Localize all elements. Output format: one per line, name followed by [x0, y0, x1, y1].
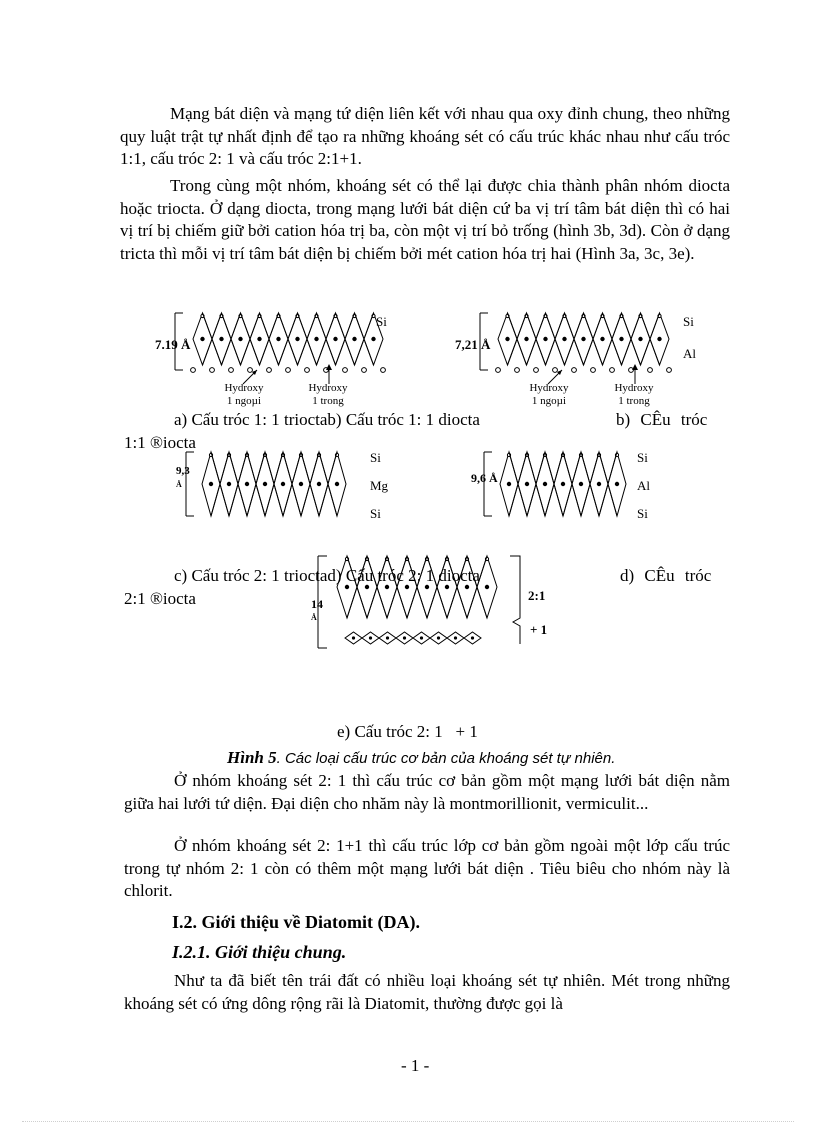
subsection-heading: I.2.1. Giới thiệu chung.: [172, 942, 347, 962]
figure-a-hydroxy-outer: Hydroxy 1 ngoµi: [224, 382, 264, 407]
lattice-cation-dot: [314, 337, 318, 341]
lattice-cation-dot: [299, 482, 303, 486]
lattice-cation-dot: [317, 482, 321, 486]
caption-d-right: d) CÊu tróc: [620, 566, 712, 585]
paragraph-3: Ở nhóm khoáng sét 2: 1 thì cấu trúc cơ bản gồm một mạng lưới bát diện nằm giữa hai lưới tứ diện. Đại diện cho nhăm này là montmorillionit, vermiculit...: [124, 771, 730, 813]
figure-caption: [227, 748, 615, 768]
lattice-cation-dot: [657, 337, 661, 341]
caption-cd: c) Cấu tróc 2: 1 trioctad) Cấu tróc 2: 1 diocta: [174, 566, 480, 585]
lattice-hydroxyl-dot: [667, 368, 672, 373]
lattice-cation-dot: [200, 337, 204, 341]
lattice-hydroxyl-dot: [496, 368, 501, 373]
lattice-cation-dot: [597, 482, 601, 486]
figure-a-arrow-outer: [243, 366, 273, 386]
figure-c-lattice: [180, 448, 350, 520]
brucite-cation-dot: [352, 636, 355, 639]
figure-a-arrow-inner: [321, 364, 341, 386]
brucite-cation-dot: [420, 636, 423, 639]
page-number: - 1 -: [401, 1056, 430, 1075]
lattice-hydroxyl-dot: [610, 368, 615, 373]
figure-c-si-top-label: Si: [370, 450, 381, 465]
page-bottom-border: [22, 1121, 794, 1122]
lattice-hydroxyl-dot: [648, 368, 653, 373]
section-heading: I.2. Giới thiệu về Diatomit (DA).: [172, 912, 420, 932]
figure-b-dimension: 7,21 Å: [455, 337, 491, 352]
lattice-cation-dot: [227, 482, 231, 486]
figure-b-arrow-inner: [627, 364, 647, 386]
lattice-cation-dot: [257, 337, 261, 341]
caption-d-continuation: 2:1 ®iocta: [124, 589, 196, 608]
lattice-hydroxyl-dot: [534, 368, 539, 373]
figure-c-si-bottom-label: Si: [370, 506, 381, 521]
lattice-hydroxyl-dot: [229, 368, 234, 373]
lattice-cation-dot: [335, 482, 339, 486]
caption-e: e) Cấu tróc 2: 1 + 1: [337, 722, 478, 741]
lattice-hydroxyl-dot: [286, 368, 291, 373]
figure-caption-text: . Các loại cấu trúc cơ bản của khoáng sét tự nhiên.: [276, 750, 616, 767]
figure-a-si-label: Si: [376, 314, 387, 329]
lattice-cation-dot: [638, 337, 642, 341]
paragraph-2: Trong cùng một nhóm, khoáng sét có thể lại được chia thành phân nhóm diocta hoặc triocta. Ở dạng diocta, trong mạng lưới bát diện cứ ba vị trí tâm bát diện thì có hai vị trí bị chiếm giữ bởi cation hóa trị ba, còn một vị trí bỏ trống (hình 3b, 3d). Còn ở dạng tricta thì mỗi vị trí tâm bát diện bị chiếm bởi mét cation hóa trị hai (Hình 3a, 3c, 3e).: [120, 176, 730, 263]
lattice-cation-dot: [219, 337, 223, 341]
figure-d-si-bottom-label: Si: [637, 506, 648, 521]
lattice-cation-dot: [281, 482, 285, 486]
lattice-cation-dot: [245, 482, 249, 486]
lattice-cation-dot: [333, 337, 337, 341]
brucite-cation-dot: [437, 636, 440, 639]
lattice-hydroxyl-dot: [210, 368, 215, 373]
lattice-cation-dot: [543, 482, 547, 486]
brucite-cation-dot: [386, 636, 389, 639]
lattice-cation-dot: [295, 337, 299, 341]
lattice-cation-dot: [263, 482, 267, 486]
figure-b-al-label: Al: [683, 346, 696, 361]
figure-a-hydroxy-inner: Hydroxy 1 trong: [308, 382, 348, 407]
figure-c-dimension: 9,3 Å: [176, 465, 190, 489]
lattice-cation-dot: [507, 482, 511, 486]
lattice-hydroxyl-dot: [591, 368, 596, 373]
brucite-cation-dot: [454, 636, 457, 639]
caption-b-continuation: 1:1 ®iocta: [124, 433, 196, 452]
lattice-hydroxyl-dot: [343, 368, 348, 373]
figure-d-si-top-label: Si: [637, 450, 648, 465]
figure-e-plus1-label: + 1: [530, 622, 548, 637]
figure-e-21-label: 2:1: [528, 588, 546, 603]
figure-b-hydroxy-outer: Hydroxy 1 ngoµi: [529, 382, 569, 407]
lattice-cation-dot: [615, 482, 619, 486]
figure-e-dimension: 14 Å: [311, 597, 323, 622]
figure-d-dimension: 9,6 Å: [471, 471, 498, 485]
lattice-cation-dot: [543, 337, 547, 341]
caption-ab: a) Cấu tróc 1: 1 trioctab) Cấu tróc 1: 1 diocta: [174, 410, 480, 429]
figure-number: Hình 5: [227, 748, 277, 767]
lattice-cation-dot: [562, 337, 566, 341]
figure-d-lattice: [478, 448, 628, 520]
paragraph-4: Ở nhóm khoáng sét 2: 1+1 thì cấu trúc lớp cơ bản gồm ngoài một lớp cấu trúc trong tự nhóm 2: 1 còn có thêm một mạng lưới bát diện . Tiêu biêu cho nhóm này là chlorit.: [124, 836, 730, 900]
figure-b-hydroxy-inner: Hydroxy 1 trong: [614, 382, 654, 407]
lattice-hydroxyl-dot: [305, 368, 310, 373]
lattice-cation-dot: [238, 337, 242, 341]
lattice-hydroxyl-dot: [362, 368, 367, 373]
paragraph-5: Như ta đã biết tên trái đất có nhiều loại khoáng sét tự nhiên. Mét trong những khoáng sét có ứng dông rộng rãi là Diatomit, thường được gọi là: [124, 971, 730, 1013]
figure-b-arrow-outer: [548, 366, 578, 386]
lattice-cation-dot: [485, 585, 489, 589]
paragraph-1: Mạng bát diện và mạng tứ diện liên kết với nhau qua oxy đỉnh chung, theo những quy luật trật tự nhất định để tạo ra những khoáng sét có cấu trúc khác nhau như cấu tróc 1:1, cấu tróc 2: 1 và cấu tróc 2:1+1.: [120, 104, 730, 168]
figure-a-dimension: 7.19 Å: [155, 337, 191, 352]
caption-b-right: b) CÊu tróc: [616, 410, 708, 429]
lattice-cation-dot: [276, 337, 280, 341]
lattice-hydroxyl-dot: [381, 368, 386, 373]
brucite-cation-dot: [471, 636, 474, 639]
lattice-cation-dot: [209, 482, 213, 486]
lattice-hydroxyl-dot: [191, 368, 196, 373]
lattice-cation-dot: [371, 337, 375, 341]
lattice-hydroxyl-dot: [515, 368, 520, 373]
lattice-cation-dot: [579, 482, 583, 486]
figure-c-mg-label: Mg: [370, 478, 389, 493]
lattice-cation-dot: [524, 337, 528, 341]
lattice-cation-dot: [561, 482, 565, 486]
lattice-cation-dot: [352, 337, 356, 341]
lattice-cation-dot: [505, 337, 509, 341]
brucite-cation-dot: [369, 636, 372, 639]
brucite-cation-dot: [403, 636, 406, 639]
lattice-cation-dot: [525, 482, 529, 486]
figure-b-lattice: [480, 308, 680, 378]
lattice-cation-dot: [581, 337, 585, 341]
lattice-cation-dot: [619, 337, 623, 341]
figure-d-al-label: Al: [637, 478, 650, 493]
lattice-cation-dot: [600, 337, 604, 341]
figure-b-si-label: Si: [683, 314, 694, 329]
